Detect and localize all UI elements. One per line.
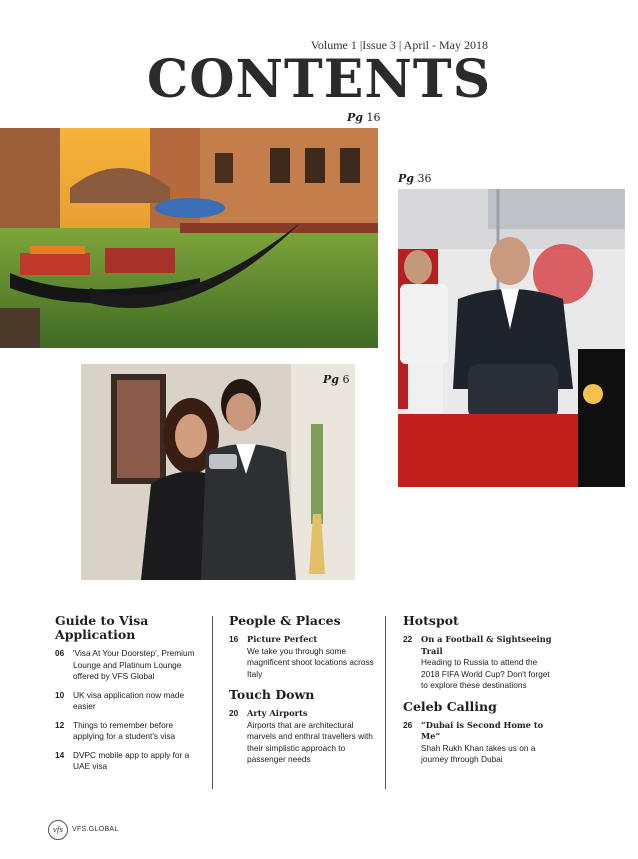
item-title: Picture Perfect	[247, 634, 318, 644]
list-item[interactable]	[55, 720, 205, 743]
section-heading: People & Places	[229, 613, 341, 628]
item-title: On a Football & Sightseeing Trail	[421, 634, 552, 656]
list-item[interactable]	[55, 648, 205, 683]
item-title: “Dubai is Second Home to Me”	[421, 719, 544, 741]
item-page-number: 12	[55, 719, 65, 730]
section-heading: Celeb Calling	[403, 698, 497, 714]
section-heading: Guide to Visa Application	[55, 613, 149, 642]
item-title: Arty Airports	[247, 708, 308, 718]
column-people-touchdown	[229, 614, 379, 773]
item-page-number: 20	[229, 708, 239, 718]
item-text: Airports that are architectural marvels and enthral travellers with their simplistic approach to passenger needs	[247, 719, 373, 764]
list-item[interactable]	[55, 750, 205, 773]
item-page-number: 16	[229, 634, 239, 644]
item-text: UK visa application now made easier	[73, 689, 185, 711]
section-heading: Hotspot	[403, 613, 459, 628]
column-divider-2	[385, 616, 386, 789]
item-text: DVPC mobile app to apply for a UAE visa	[73, 749, 190, 771]
item-page-number: 22	[403, 634, 413, 644]
venice-canal-photo	[0, 128, 378, 348]
item-text: Heading to Russia to attend the 2018 FIFA World Cup? Don't forget to explore these destinations	[421, 657, 550, 690]
column-guide-to-visa	[55, 614, 205, 780]
couple-photo	[81, 364, 355, 580]
list-item[interactable]	[403, 634, 553, 692]
page-label-6: Pg 6	[323, 373, 350, 386]
item-text: Shah Rukh Khan takes us on a journey through Dubai	[421, 742, 536, 764]
item-page-number: 10	[55, 689, 65, 700]
item-text: We take you through some magnificent shoot locations across Italy	[247, 645, 374, 679]
list-item[interactable]	[229, 634, 379, 680]
item-page-number: 14	[55, 749, 65, 760]
list-item[interactable]	[229, 708, 379, 766]
column-hotspot-celeb	[403, 614, 553, 773]
vfs-logo-icon: vfs	[48, 820, 68, 840]
football-celebrity-photo	[398, 189, 625, 487]
list-item[interactable]	[403, 720, 553, 766]
section-heading: Touch Down	[229, 687, 315, 702]
item-page-number: 06	[55, 648, 65, 658]
footer-brand: VFS.GLOBAL	[72, 826, 119, 833]
column-divider-1	[212, 616, 213, 789]
item-text: Things to remember before applying for a student's visa	[73, 719, 176, 741]
page-title: CONTENTS	[146, 49, 492, 110]
page-label-36: Pg 36	[398, 172, 432, 185]
list-item[interactable]	[55, 690, 205, 713]
page-label-16: Pg 16	[347, 111, 381, 124]
issue-line: Volume 1 |Issue 3 | April - May 2018	[310, 38, 488, 52]
item-page-number: 26	[403, 719, 413, 730]
item-text: 'Visa At Your Doorstep', Premium Lounge and Platinum Lounge offered by VFS Global	[73, 648, 195, 681]
